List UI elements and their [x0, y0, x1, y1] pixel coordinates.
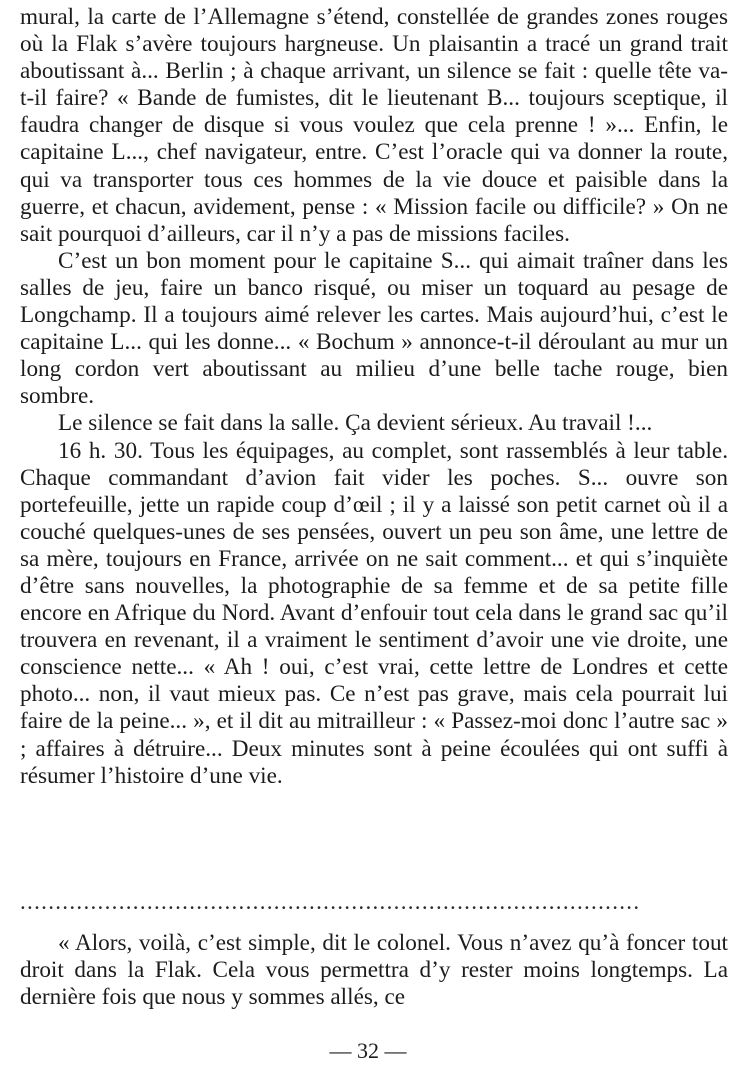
- section-separator: ........................................................................................: [20, 889, 641, 914]
- paragraph-2: C’est un bon moment pour le capitaine S... qui aimait traîner dans les salles de jeu, faire un banco risqué, ou miser un toquard au pesage de Longchamp. Il a toujours aimé relever les cartes. Mais aujourd’hui, c’est le capitaine L... qui les donne... « Bochum » annonce-t-il déroulant au mur un long cordon vert aboutissant au milieu d’une belle tache rouge, bien sombre.: [20, 247, 728, 410]
- paragraph-4: 16 h. 30. Tous les équipages, au complet, sont rassemblés à leur table. Chaque commandant d’avion fait vider les poches. S... ouvre son portefeuille, jette un rapide coup d’œil ; il y a laissé son petit carnet où il a couché quelques-unes de ses pensées, ouvert un peu son âme, une lettre de sa mère, toujours en France, arrivée on ne sait comment... et qui s’inquiète d’être sans nouvelles, la photographie de sa femme et de sa petite fille encore en Afrique du Nord. Avant d’enfouir tout cela dans le grand sac qu’il trouvera en revenant, il a vraiment le sentiment d’avoir une vie droite, une conscience nette... « Ah ! oui, c’est vrai, cette lettre de Londres et cette photo... non, il vaut mieux pas. Ce n’est pas grave, mais cela pourrait lui faire de la peine... », et il dit au mitrailleur : « Passez-moi donc l’autre sac » ; affaires à détruire... Deux minutes sont à peine écoulées qui ont suffi à résumer l’histoire d’une vie.: [20, 437, 728, 789]
- next-section: [20, 930, 728, 1011]
- paragraph-3: Le silence se fait dans la salle. Ça devient sérieux. Au travail !...: [58, 410, 653, 437]
- page-body: [20, 0, 728, 790]
- paragraph-5: « Alors, voilà, c’est simple, dit le colonel. Vous n’avez qu’à foncer tout droit dans la Flak. Cela vous permettra d’y rester moins longtemps. La dernière fois que nous y sommes allés, ce: [20, 930, 728, 1011]
- page-number: — 32 —: [329, 1038, 407, 1063]
- paragraph-1: mural, la carte de l’Allemagne s’étend, constellée de grandes zones rouges où la Flak s’avère toujours hargneuse. Un plaisantin a tracé un grand trait aboutissant à... Berlin ; à chaque arrivant, un silence se fait : quelle tête va-t-il faire? « Bande de fumistes, dit le lieutenant B... toujours sceptique, il faudra changer de disque si vous voulez que cela prenne ! »... Enfin, le capitaine L..., chef navigateur, entre. C’est l’oracle qui va donner la route, qui va transporter tous ces hommes de la vie douce et paisible dans la guerre, et chacun, avidement, pense : « Mission facile ou difficile? » On ne sait pourquoi d’ailleurs, car il n’y a pas de missions faciles.: [20, 4, 728, 247]
